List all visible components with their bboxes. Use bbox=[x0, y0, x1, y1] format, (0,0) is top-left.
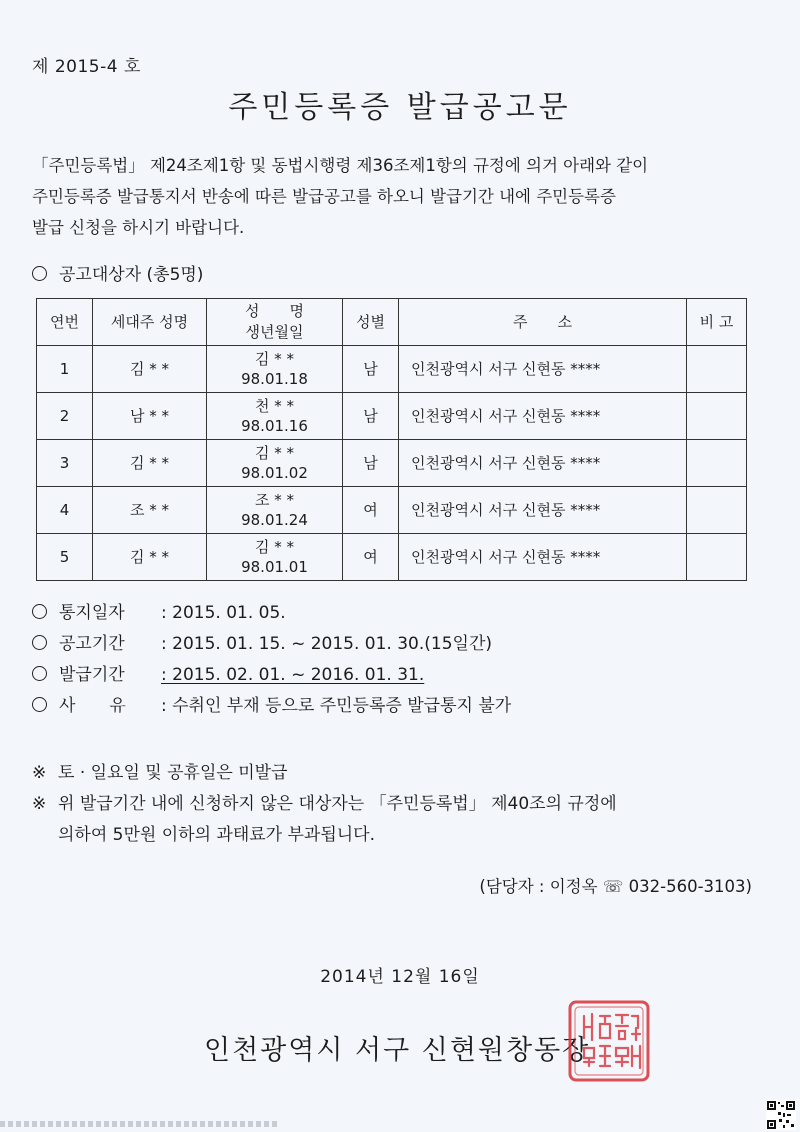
cell-householder: 남 * * bbox=[93, 393, 207, 440]
table-row bbox=[37, 534, 747, 581]
cell-no: 5 bbox=[37, 534, 93, 581]
circle-bullet-icon bbox=[32, 666, 47, 681]
cell-householder: 김 * * bbox=[93, 534, 207, 581]
targets-table bbox=[36, 298, 747, 581]
header-remarks: 비 고 bbox=[687, 299, 747, 346]
circle-bullet-icon bbox=[32, 266, 47, 281]
cell-gender: 남 bbox=[343, 346, 399, 393]
cell-name-birth bbox=[207, 487, 343, 534]
cell-gender: 여 bbox=[343, 534, 399, 581]
header-address: 주 소 bbox=[399, 299, 687, 346]
info-label: 발급기간 bbox=[59, 665, 125, 685]
info-value: : 2015. 02. 01. ~ 2016. 01. 31. bbox=[161, 665, 425, 685]
contact-person: (담당자 : 이정옥 ☏ 032-560-3103) bbox=[479, 877, 752, 896]
reference-mark-icon: ※ bbox=[32, 763, 47, 783]
note-text: 토 · 일요일 및 공휴일은 미발급 bbox=[58, 763, 288, 783]
document-title: 주민등록증 발급공고문 bbox=[228, 90, 572, 125]
faint-footer-print bbox=[0, 1121, 280, 1127]
header-no: 연번 bbox=[37, 299, 93, 346]
cell-name: 김 * * bbox=[254, 538, 295, 556]
official-seal-stamp bbox=[566, 998, 652, 1084]
cell-birth: 98.01.16 bbox=[241, 417, 308, 435]
intro-paragraph bbox=[32, 150, 777, 243]
document-number: 제 2015-4 호 bbox=[32, 57, 141, 77]
info-label: 통지일자 bbox=[59, 603, 125, 623]
cell-address: 인천광역시 서구 신현동 **** bbox=[399, 440, 687, 487]
note-row-continued: 의하여 5만원 이하의 과태료가 부과됩니다. bbox=[58, 825, 376, 845]
intro-line: 주민등록증 발급통지서 반송에 따른 발급공고를 하오니 발급기간 내에 주민등록증 bbox=[32, 187, 616, 206]
header-name: 성 명 bbox=[245, 302, 304, 320]
table-row bbox=[37, 393, 747, 440]
info-value: : 수취인 부재 등으로 주민등록증 발급통지 불가 bbox=[161, 696, 512, 716]
reference-mark-icon: ※ bbox=[32, 794, 47, 814]
header-gender: 성별 bbox=[343, 299, 399, 346]
info-value: : 2015. 01. 15. ~ 2015. 01. 30.(15일간) bbox=[161, 634, 493, 654]
info-row-notice-date bbox=[32, 598, 511, 629]
cell-name-birth bbox=[207, 346, 343, 393]
notice-info bbox=[32, 598, 511, 722]
circle-bullet-icon bbox=[32, 604, 47, 619]
cell-gender: 남 bbox=[343, 440, 399, 487]
header-householder: 세대주 성명 bbox=[93, 299, 207, 346]
info-row-posting-period bbox=[32, 629, 511, 660]
circle-bullet-icon bbox=[32, 697, 47, 712]
cell-remarks bbox=[687, 440, 747, 487]
cell-gender: 여 bbox=[343, 487, 399, 534]
cell-address: 인천광역시 서구 신현동 **** bbox=[399, 534, 687, 581]
cell-birth: 98.01.02 bbox=[241, 464, 308, 482]
issuer-name: 인천광역시 서구 신현원창동장 bbox=[204, 1035, 591, 1066]
info-label: 사 유 bbox=[59, 696, 126, 716]
table-row bbox=[37, 487, 747, 534]
target-heading-text: 공고대상자 (총5명) bbox=[59, 265, 204, 285]
circle-bullet-icon bbox=[32, 635, 47, 650]
note-row bbox=[32, 789, 617, 820]
intro-line: 「주민등록법」 제24조제1항 및 동법시행령 제36조제1항의 규정에 의거 아래와 같이 bbox=[32, 156, 649, 175]
qr-code-icon bbox=[766, 1100, 796, 1130]
cell-name-birth bbox=[207, 393, 343, 440]
target-heading bbox=[32, 260, 203, 285]
issue-period-underlined bbox=[59, 665, 424, 685]
cell-address: 인천광역시 서구 신현동 **** bbox=[399, 346, 687, 393]
notes bbox=[32, 758, 617, 851]
cell-householder: 김 * * bbox=[93, 440, 207, 487]
cell-name-birth bbox=[207, 440, 343, 487]
cell-name: 천 * * bbox=[254, 397, 295, 415]
cell-name: 김 * * bbox=[254, 350, 295, 368]
header-name-birth bbox=[207, 299, 343, 346]
cell-name: 김 * * bbox=[254, 444, 295, 462]
cell-remarks bbox=[687, 346, 747, 393]
table-row bbox=[37, 440, 747, 487]
note-row bbox=[32, 758, 617, 789]
note-text: 위 발급기간 내에 신청하지 않은 대상자는 「주민등록법」 제40조의 규정에 bbox=[58, 794, 617, 814]
info-row-reason bbox=[32, 691, 511, 722]
info-label: 공고기간 bbox=[59, 634, 125, 654]
cell-householder: 조 * * bbox=[93, 487, 207, 534]
cell-remarks bbox=[687, 534, 747, 581]
cell-birth: 98.01.18 bbox=[241, 370, 308, 388]
cell-no: 3 bbox=[37, 440, 93, 487]
cell-remarks bbox=[687, 393, 747, 440]
table-header-row bbox=[37, 299, 747, 346]
table-row bbox=[37, 346, 747, 393]
intro-line: 발급 신청을 하시기 바랍니다. bbox=[32, 218, 245, 237]
cell-gender: 남 bbox=[343, 393, 399, 440]
cell-birth: 98.01.01 bbox=[241, 558, 308, 576]
cell-birth: 98.01.24 bbox=[241, 511, 308, 529]
cell-address: 인천광역시 서구 신현동 **** bbox=[399, 393, 687, 440]
cell-address: 인천광역시 서구 신현동 **** bbox=[399, 487, 687, 534]
cell-no: 4 bbox=[37, 487, 93, 534]
header-birth: 생년월일 bbox=[245, 323, 304, 341]
cell-no: 1 bbox=[37, 346, 93, 393]
issue-date: 2014년 12월 16일 bbox=[320, 967, 480, 987]
cell-householder: 김 * * bbox=[93, 346, 207, 393]
info-value: : 2015. 01. 05. bbox=[161, 603, 286, 623]
cell-no: 2 bbox=[37, 393, 93, 440]
cell-remarks bbox=[687, 487, 747, 534]
info-row-issue-period bbox=[32, 660, 511, 691]
cell-name: 조 * * bbox=[254, 491, 295, 509]
cell-name-birth bbox=[207, 534, 343, 581]
